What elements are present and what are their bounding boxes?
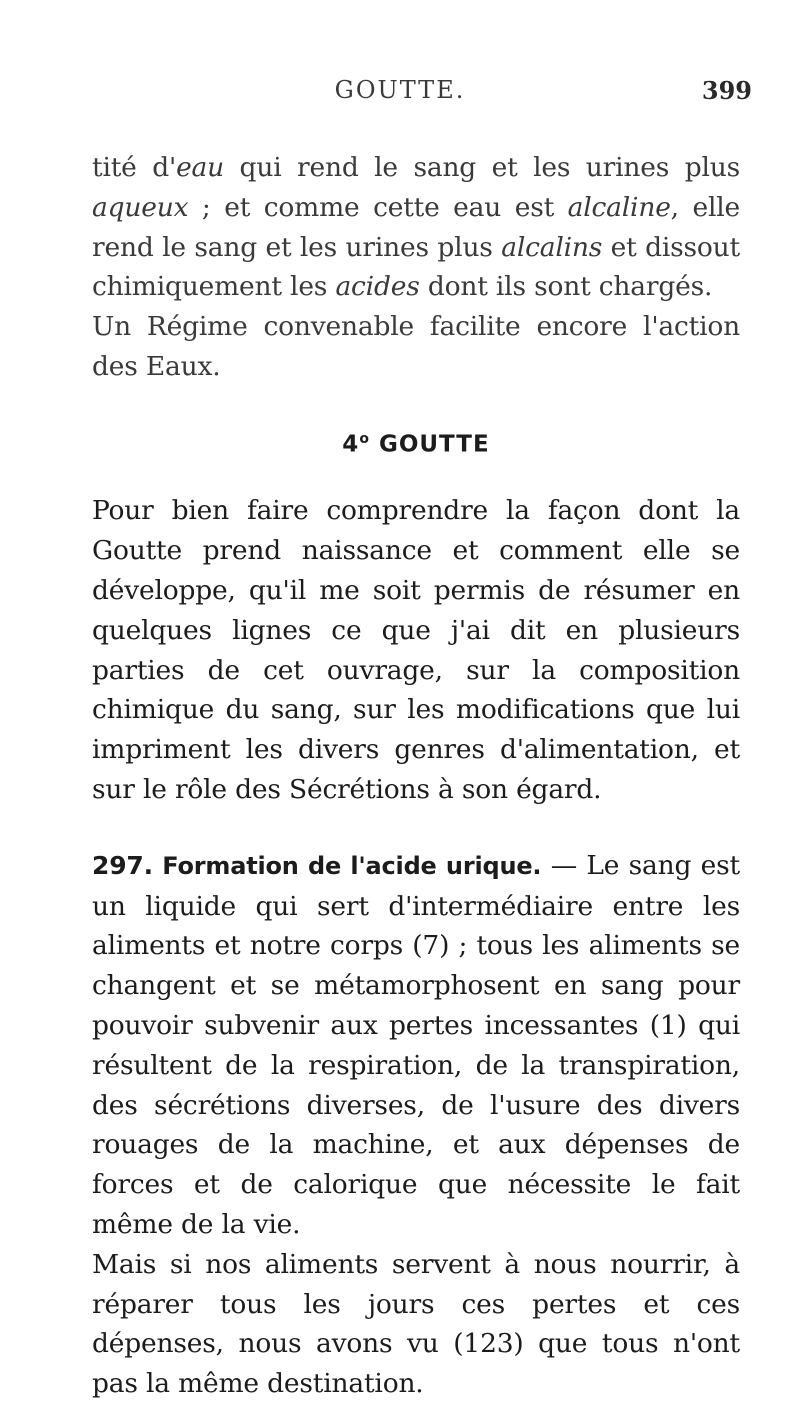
paragraph-title: Formation de l'acide urique. xyxy=(162,851,542,880)
page-number: 399 xyxy=(701,76,752,105)
intro-text-3: ; et comme cette eau est xyxy=(188,191,568,223)
running-head xyxy=(0,76,800,116)
intro-italic-alcaline: alcaline xyxy=(567,191,671,223)
body-text xyxy=(92,148,740,1404)
paragraph-number: 297. xyxy=(92,850,153,880)
intro-paragraph xyxy=(92,148,740,307)
intro-italic-acides: acides xyxy=(335,271,420,303)
section-heading xyxy=(92,431,740,458)
intro-text-2: qui rend le sang et les urines plus xyxy=(224,152,741,183)
goutte-paragraph: Pour bien faire comprendre la façon dont la Goutte prend naissance et comment elle se développe, qu'il me soit permis de résumer en quelques lignes ce que j'ai dit en plusieurs parties de cet ouvrage, sur la composition chimique du sang, sur les modifications que lui impriment les divers genres d'alimentation, et sur le rôle des Sécrétions à son égard. xyxy=(92,495,740,806)
running-title: GOUTTE. xyxy=(334,76,466,104)
intro-italic-alcalins: alcalins xyxy=(501,231,603,263)
intro-text-5: et dissout chimiquement les xyxy=(92,231,740,303)
regime-paragraph: Un Régime convenable facilite encore l'action des Eaux. xyxy=(92,311,740,382)
paragraph-297-text: — Le sang est un liquide qui sert d'intermédiaire entre les aliments et notre corps (7) ; tous les aliments se changent et se métamorphosent en sang pour pouvoir subvenir aux pertes incessantes (1) qui résultent de la respiration, de la transpiration, des sécrétions diverses, de l'usure des divers rouages de la machine, et aux dépenses de forces et de calorique que nécessite le fait même de la vie. xyxy=(92,849,740,1240)
section-ordinal: o xyxy=(359,430,370,447)
intro-text-6: dont ils sont chargés. xyxy=(419,271,713,303)
intro-text-4: , elle rend le sang et les urines plus xyxy=(92,191,741,263)
paragraph-297 xyxy=(92,846,740,1245)
last-paragraph: Mais si nos aliments servent à nous nourrir, à réparer tous les jours ces pertes et ces dépenses, nous avons vu (123) que tous n'ont pas la même destination. xyxy=(92,1248,740,1400)
section-number: 4 xyxy=(342,431,360,458)
intro-text-1: tité d' xyxy=(92,152,177,183)
intro-italic-eau: eau xyxy=(176,152,225,183)
section-title: GOUTTE xyxy=(378,431,490,458)
intro-italic-aqueux: aqueux xyxy=(92,191,189,223)
